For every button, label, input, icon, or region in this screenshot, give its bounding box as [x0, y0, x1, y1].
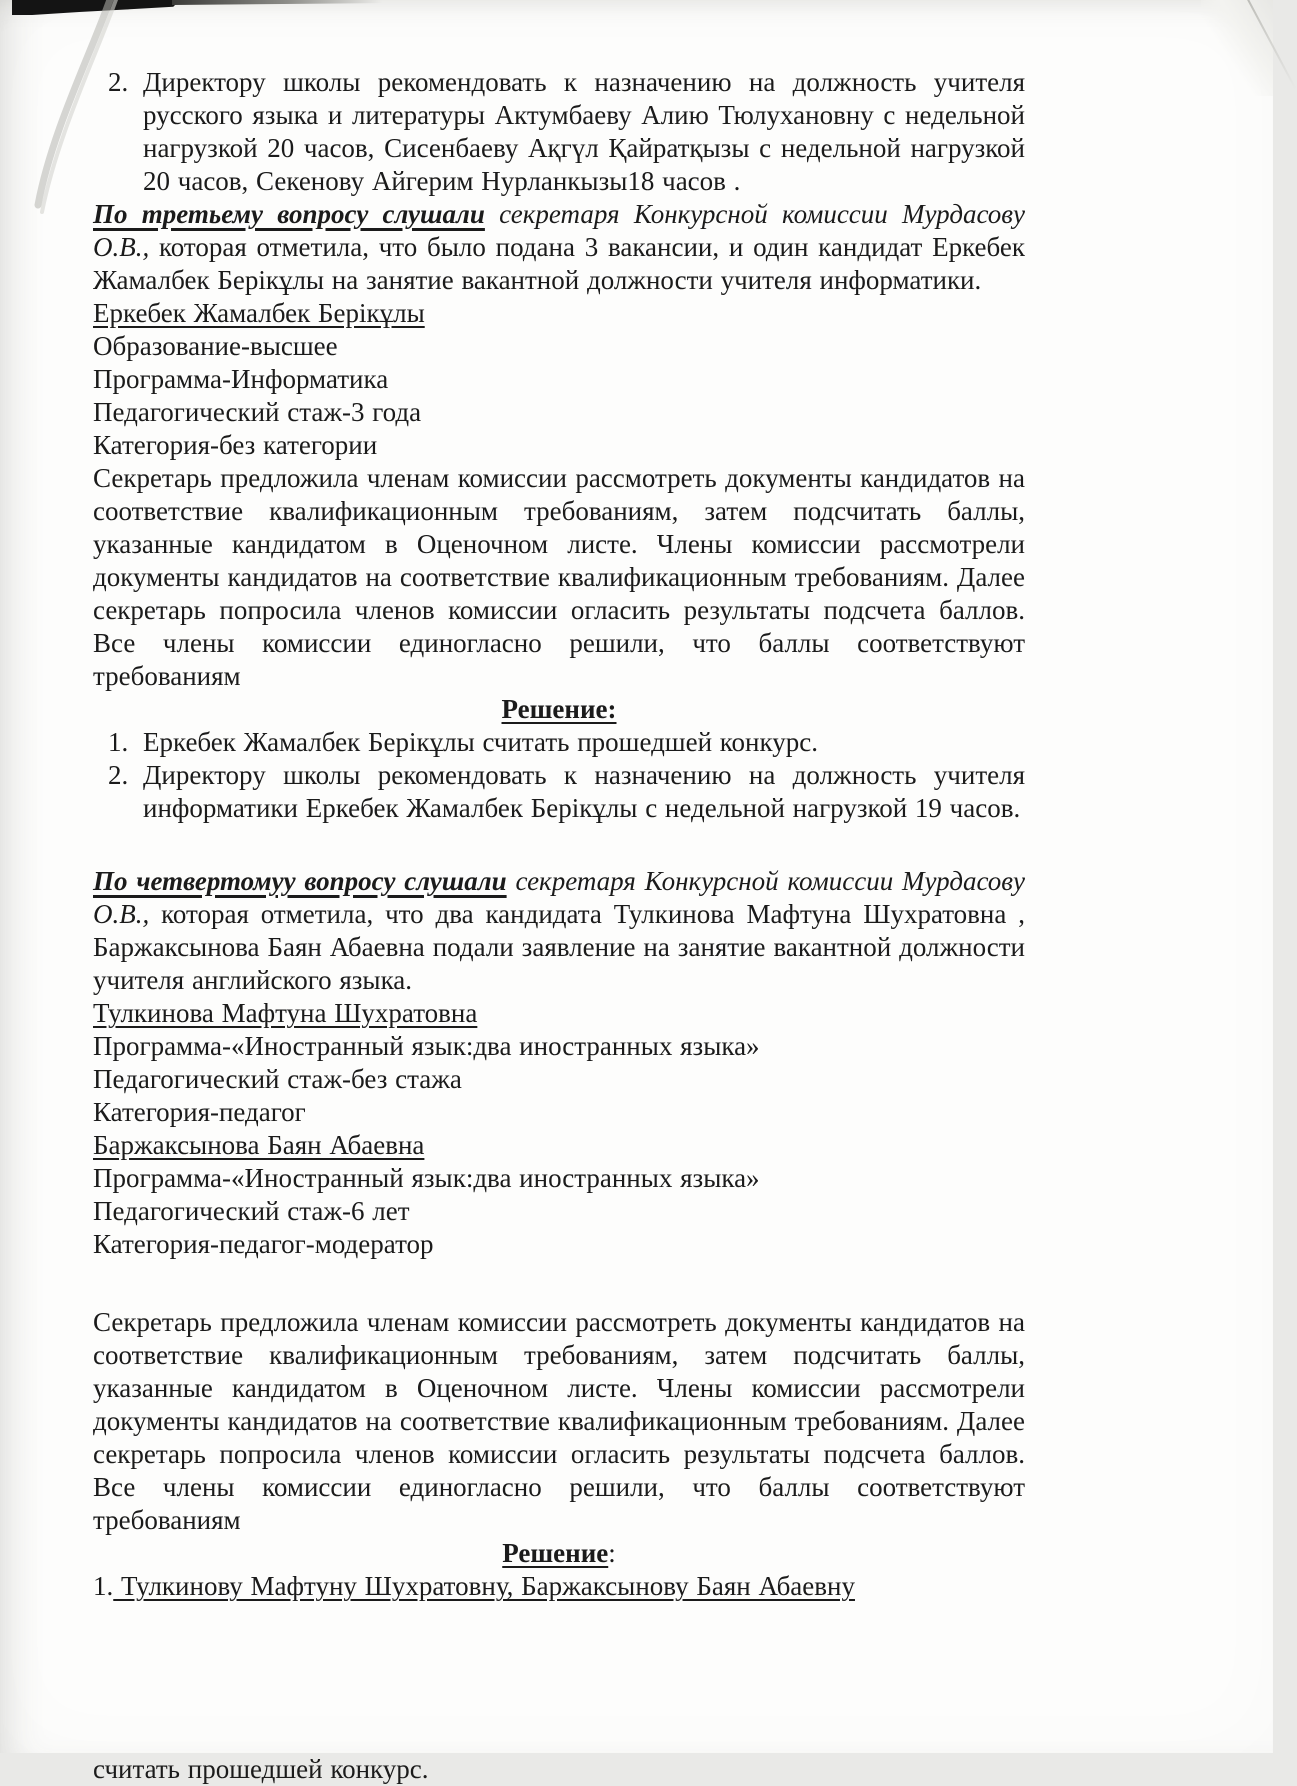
list-text: Еркебек Жамалбек Берікұлы считать прошедшей конкурс.	[143, 727, 818, 757]
question4-body: которая отметила, что два кандидата Тулкинова Мафтуна Шухратовна , Баржаксынова Баян Абаевна подали заявление на занятие вакантной должности учителя английского языка.	[93, 899, 1025, 995]
secretary-paragraph: Секретарь предложила членам комиссии рассмотреть документы кандидатов на соответствие квалификационным требованиям, затем подсчитать баллы, указанные кандидатом в Оценочном листе. Члены комиссии рассмотрели документы кандидатов на соответствие квалификационным требованиям. Далее секретарь попросила членов комиссии огласить результаты подсчета баллов. Все члены комиссии единогласно решили, что баллы соответствуют требованиям	[93, 1307, 1025, 1535]
candidate-experience-line: Педагогический стаж-6 лет	[93, 1196, 410, 1226]
list-number: 2.	[108, 760, 129, 790]
decision-heading: Решение	[502, 1538, 609, 1568]
candidate-name: Баржаксынова Баян Абаевна	[93, 1130, 425, 1160]
spacer	[93, 1603, 1025, 1753]
candidate-name-line	[93, 997, 1025, 1030]
decision-heading-line	[93, 1537, 1025, 1570]
paper-corner-shade	[1201, 0, 1273, 96]
candidate-experience-line: Педагогический стаж-без стажа	[93, 1064, 462, 1094]
decision-item	[93, 759, 1025, 825]
candidate-program-line: Программа-«Иностранный язык:два иностранных языка»	[93, 1031, 760, 1061]
question4-heading: По четвертомуу вопросу слушали	[93, 866, 507, 896]
secretary-paragraph: Секретарь предложила членам комиссии рассмотреть документы кандидатов на соответствие квалификационным требованиям, затем подсчитать баллы, указанные кандидатом в Оценочном листе. Члены комиссии рассмотрели документы кандидатов на соответствие квалификационным требованиям. Далее секретарь попросила членов комиссии огласить результаты подсчета баллов. Все члены комиссии единогласно решили, что баллы соответствуют требованиям	[93, 463, 1025, 691]
question3-paragraph	[93, 198, 1025, 297]
list-number: 1.	[108, 727, 129, 757]
decision-heading-line	[93, 693, 1025, 726]
decision-tail-line: считать прошедшей конкурс.	[93, 1754, 429, 1784]
prior-decision-item	[93, 66, 1025, 198]
decision-heading: Решение:	[501, 694, 617, 724]
spacer	[93, 825, 1025, 865]
question3-body: которая отметила, что было подана 3 вакансии, и один кандидат Еркебек Жамалбек Берікұлы на занятие вакантной должности учителя информатики.	[93, 232, 1025, 295]
decision-item	[93, 1570, 1025, 1603]
question4-speaker: секретаря Конкурсной комиссии Мурдасову О.В.,	[93, 866, 1025, 929]
candidate-category-line: Категория-педагог-модератор	[93, 1229, 434, 1259]
decision-heading-colon: :	[608, 1538, 616, 1568]
list-number: 1.	[93, 1571, 114, 1601]
candidate-name-line	[93, 1129, 1025, 1162]
list-text: Директору школы рекомендовать к назначению на должность учителя русского языка и литературы Актумбаеву Алию Тюлухановну с недельной нагрузкой 20 часов, Сисенбаеву Ақгүл Қайратқызы с недельной нагрузкой 20 часов, Секенову Айгерим Нурланкызы18 часов .	[143, 67, 1025, 196]
list-number: 2.	[108, 67, 129, 97]
candidate-category-line: Категория-без категории	[93, 430, 378, 460]
candidate-name: Тулкинова Мафтуна Шухратовна	[93, 998, 478, 1028]
candidate-name: Еркебек Жамалбек Берікұлы	[93, 298, 425, 328]
candidate-category-line: Категория-педагог	[93, 1097, 306, 1127]
question3-heading: По третьему вопросу слушали	[93, 199, 485, 229]
document-body	[93, 66, 1025, 1786]
candidate-name-line	[93, 297, 1025, 330]
decision-item	[93, 726, 1025, 759]
scanner-edge-artifact	[12, 0, 180, 15]
question4-paragraph	[93, 865, 1025, 997]
scanner-edge-line-artifact	[172, 0, 382, 5]
spacer	[93, 1261, 1025, 1306]
list-text: Тулкинову Мафтуну Шухратовну, Баржаксынову Баян Абаевну	[113, 1571, 855, 1601]
question3-speaker: секретаря Конкурсной комиссии Мурдасову О.В.,	[93, 199, 1025, 262]
candidate-experience-line: Педагогический стаж-3 года	[93, 397, 422, 427]
list-text: Директору школы рекомендовать к назначению на должность учителя информатики Еркебек Жамалбек Берікұлы с недельной нагрузкой 19 часов.	[143, 760, 1025, 823]
candidate-education-line: Образование-высшее	[93, 331, 338, 361]
candidate-program-line: Программа-«Иностранный язык:два иностранных языка»	[93, 1163, 760, 1193]
candidate-program-line: Программа-Информатика	[93, 364, 389, 394]
